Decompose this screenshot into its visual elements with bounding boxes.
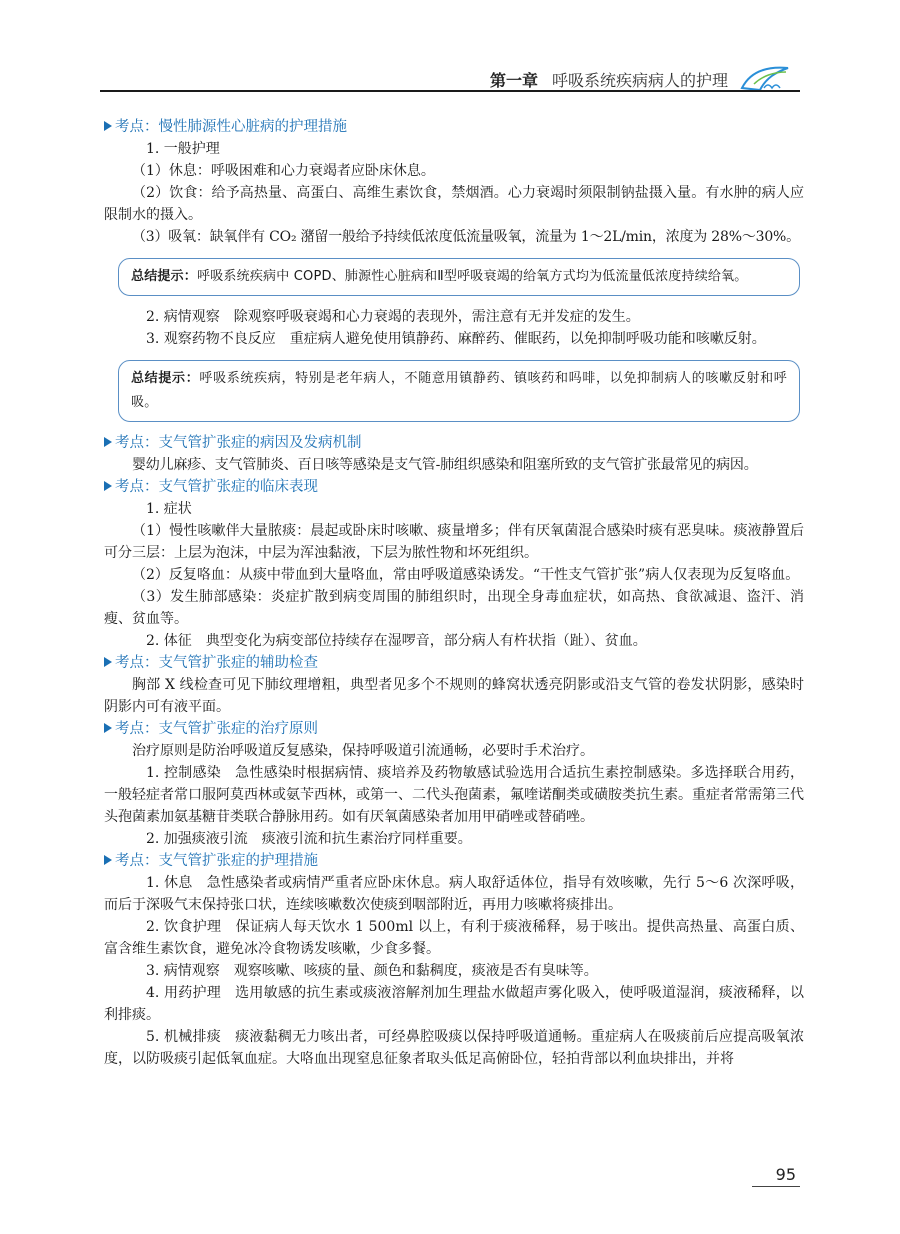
paragraph: 1. 症状	[146, 501, 192, 517]
section-heading: 考点：支气管扩张症的治疗原则	[104, 718, 804, 740]
page-content	[104, 116, 804, 1070]
summary-tip-box	[118, 360, 800, 422]
paragraph: 治疗原则是防治呼吸道反复感染，保持呼吸道引流通畅，必要时手术治疗。	[132, 743, 594, 759]
triangle-bullet-icon	[104, 437, 112, 447]
section-heading: 考点：支气管扩张症的护理措施	[104, 850, 804, 872]
page-number-rule	[752, 1186, 800, 1187]
page-header	[100, 62, 800, 92]
paragraph: （3）吸氧：缺氧伴有 CO₂ 潴留一般给予持续低浓度低流量吸氧，流量为 1～2L/min，浓度为 28%～30%。	[132, 229, 800, 245]
section-heading: 考点：支气管扩张症的病因及发病机制	[104, 432, 804, 454]
summary-tip-text: 总结提示：呼吸系统疾病中 COPD、肺源性心脏病和Ⅱ型呼吸衰竭的给氧方式均为低流量低浓度持续给氧。	[131, 269, 748, 284]
triangle-bullet-icon	[104, 657, 112, 667]
header-rule	[100, 90, 800, 92]
paragraph: 3. 病情观察 观察咳嗽、咳痰的量、颜色和黏稠度，痰液是否有臭味等。	[146, 963, 598, 979]
paragraph: （3）发生肺部感染：炎症扩散到病变周围的肺组织时，出现全身毒血症状，如高热、食欲减退、盗汗、消瘦、贫血等。	[104, 589, 804, 627]
chapter-label: 第一章	[489, 71, 538, 90]
paragraph: 1. 控制感染 急性感染时根据病情、痰培养及药物敏感试验选用合适抗生素控制感染。多选择联合用药，一般轻症者常口服阿莫西林或氨苄西林，或第一、二代头孢菌素，氟喹诺酮类或磺胺类抗生素。重症者常需第三代头孢菌素加氨基糖苷类联合静脉用药。如有厌氧菌感染者加用甲硝唑或替硝唑。	[104, 765, 804, 825]
paragraph: 2. 体征 典型变化为病变部位持续存在湿啰音，部分病人有杵状指（趾）、贫血。	[146, 633, 647, 649]
summary-tip-text: 总结提示：呼吸系统疾病，特别是老年病人，不随意用镇静药、镇咳药和吗啡，以免抑制病人的咳嗽反射和呼吸。	[131, 371, 787, 410]
paragraph: 2. 加强痰液引流 痰液引流和抗生素治疗同样重要。	[146, 831, 472, 847]
paragraph: 1. 一般护理	[146, 141, 220, 157]
paragraph: 胸部 X 线检查可见下肺纹理增粗，典型者见多个不规则的蜂窝状透亮阴影或沿支气管的卷发状阴影，感染时阴影内可有液平面。	[104, 677, 804, 715]
triangle-bullet-icon	[104, 121, 112, 131]
page-number: 95	[775, 1165, 796, 1184]
section-heading: 考点：支气管扩张症的临床表现	[104, 476, 804, 498]
section-heading: 考点：慢性肺源性心脏病的护理措施	[104, 116, 804, 138]
running-head	[490, 68, 728, 91]
summary-tip-box	[118, 258, 800, 296]
triangle-bullet-icon	[104, 855, 112, 865]
section-heading: 考点：支气管扩张症的辅助检查	[104, 652, 804, 674]
paragraph: 3. 观察药物不良反应 重症病人避免使用镇静药、麻醉药、催眠药，以免抑制呼吸功能和咳嗽反射。	[146, 331, 766, 347]
paragraph: 2. 饮食护理 保证病人每天饮水 1 500ml 以上，有利于痰液稀释，易于咳出。提供高热量、高蛋白质、富含维生素饮食，避免冰冷食物诱发咳嗽，少食多餐。	[104, 919, 804, 957]
paragraph: 2. 病情观察 除观察呼吸衰竭和心力衰竭的表现外，需注意有无并发症的发生。	[146, 309, 640, 325]
paragraph: （1）慢性咳嗽伴大量脓痰：晨起或卧床时咳嗽、痰量增多；伴有厌氧菌混合感染时痰有恶臭味。痰液静置后可分三层：上层为泡沫，中层为浑浊黏液，下层为脓性物和坏死组织。	[104, 523, 804, 561]
paragraph: 婴幼儿麻疹、支气管肺炎、百日咳等感染是支气管-肺组织感染和阻塞所致的支气管扩张最常见的病因。	[132, 457, 758, 473]
triangle-bullet-icon	[104, 481, 112, 491]
triangle-bullet-icon	[104, 723, 112, 733]
paragraph: 5. 机械排痰 痰液黏稠无力咳出者，可经鼻腔吸痰以保持呼吸道通畅。重症病人在吸痰前后应提高吸氧浓度，以防吸痰引起低氧血症。大咯血出现窒息征象者取头低足高俯卧位，轻拍背部以利血块排出，并将	[104, 1029, 804, 1067]
paragraph: （2）反复咯血：从痰中带血到大量咯血，常由呼吸道感染诱发。“干性支气管扩张”病人仅表现为反复咯血。	[132, 567, 800, 583]
paragraph: （2）饮食：给予高热量、高蛋白、高维生素饮食，禁烟酒。心力衰竭时须限制钠盐摄入量。有水肿的病人应限制水的摄入。	[104, 185, 804, 223]
paragraph: 1. 休息 急性感染者或病情严重者应卧床休息。病人取舒适体位，指导有效咳嗽，先行 5～6 次深呼吸，而后于深吸气末保持张口状，连续咳嗽数次使痰到咽部附近，再用力咳嗽将痰排出。	[104, 875, 804, 913]
paragraph: （1）休息：呼吸困难和心力衰竭者应卧床休息。	[132, 163, 435, 179]
paragraph: 4. 用药护理 选用敏感的抗生素或痰液溶解剂加生理盐水做超声雾化吸入，使呼吸道湿润，痰液稀释，以利排痰。	[104, 985, 804, 1023]
chapter-title: 呼吸系统疾病病人的护理	[551, 71, 728, 90]
